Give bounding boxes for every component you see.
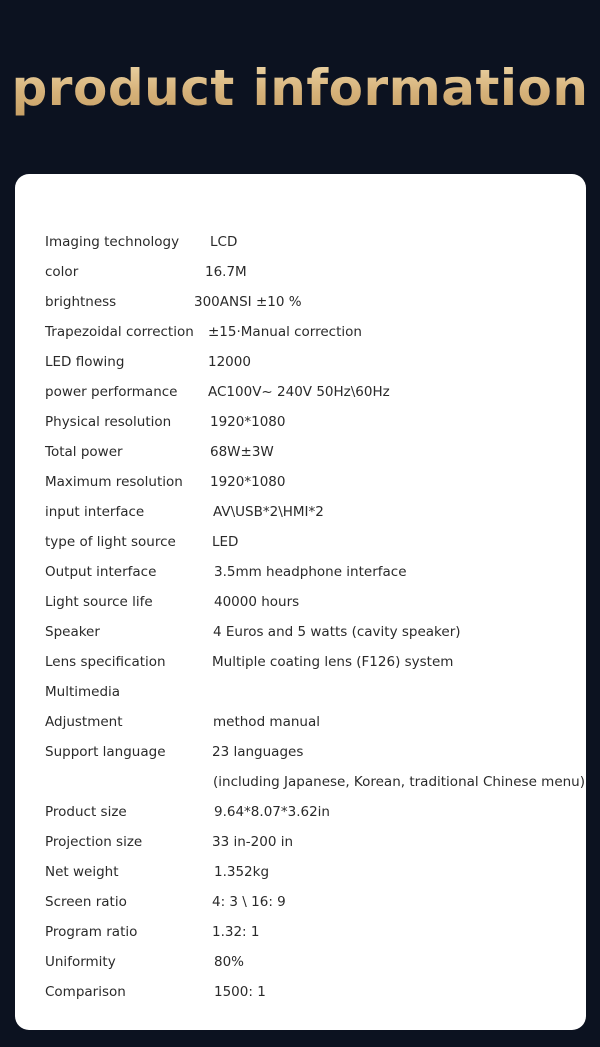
- spec-value: 40000 hours: [214, 594, 300, 610]
- spec-label: input interface: [45, 504, 145, 520]
- spec-value: 4: 3 \ 16: 9: [212, 894, 286, 910]
- spec-row-lens-specification: [15, 647, 586, 677]
- spec-value: 1.32: 1: [212, 924, 260, 940]
- spec-label: LED flowing: [45, 354, 125, 370]
- spec-value: LED: [212, 534, 239, 550]
- spec-label: Output interface: [45, 564, 157, 580]
- spec-label: Program ratio: [45, 924, 138, 940]
- spec-label: Net weight: [45, 864, 119, 880]
- spec-value: Multiple coating lens (F126) system: [212, 654, 454, 670]
- spec-row-maximum-resolution: [15, 467, 586, 497]
- spec-value: 1920*1080: [210, 474, 286, 490]
- spec-card: [15, 174, 586, 1030]
- spec-label: Uniformity: [45, 954, 116, 970]
- page-title: product information: [0, 52, 600, 124]
- spec-label: power performance: [45, 384, 178, 400]
- spec-value: 9.64*8.07*3.62in: [214, 804, 330, 820]
- spec-value: 23 languages: [212, 744, 304, 760]
- spec-label: type of light source: [45, 534, 176, 550]
- spec-row-color: [15, 257, 586, 287]
- spec-row-product-size: [15, 797, 586, 827]
- spec-label: Multimedia: [45, 684, 121, 700]
- spec-list: [15, 227, 586, 1007]
- spec-label: Speaker: [45, 624, 100, 640]
- spec-label: Comparison: [45, 984, 126, 1000]
- spec-value: 1.352kg: [214, 864, 270, 880]
- spec-row-power-performance: [15, 377, 586, 407]
- spec-label: Screen ratio: [45, 894, 127, 910]
- spec-label: Product size: [45, 804, 127, 820]
- spec-value: AC100V~ 240V 50Hz\60Hz: [208, 384, 390, 400]
- spec-value: 16.7M: [205, 264, 247, 280]
- spec-label: Adjustment: [45, 714, 123, 730]
- spec-row-projection-size: [15, 827, 586, 857]
- spec-row-screen-ratio: [15, 887, 586, 917]
- spec-value: ±15·Manual correction: [208, 324, 362, 340]
- spec-row-trapezoidal-correction: [15, 317, 586, 347]
- spec-value: method manual: [213, 714, 320, 730]
- spec-value: 33 in-200 in: [212, 834, 294, 850]
- spec-row-program-ratio: [15, 917, 586, 947]
- spec-row-physical-resolution: [15, 407, 586, 437]
- spec-label: Light source life: [45, 594, 153, 610]
- spec-value: 3.5mm headphone interface: [214, 564, 407, 580]
- spec-row-total-power: [15, 437, 586, 467]
- spec-label: Support language: [45, 744, 166, 760]
- spec-value: AV\USB*2\HMI*2: [213, 504, 324, 520]
- spec-row-imaging-technology: [15, 227, 586, 257]
- spec-row-input-interface: [15, 497, 586, 527]
- spec-value: (including Japanese, Korean, traditional Chinese menu): [213, 774, 586, 790]
- spec-label: color: [45, 264, 79, 280]
- spec-value: 4 Euros and 5 watts (cavity speaker): [213, 624, 461, 640]
- spec-row-light-source-life: [15, 587, 586, 617]
- spec-value: 68W±3W: [210, 444, 274, 460]
- spec-label: Maximum resolution: [45, 474, 183, 490]
- spec-row-multimedia: [15, 677, 586, 707]
- spec-row-support-language: [15, 737, 586, 767]
- spec-row-net-weight: [15, 857, 586, 887]
- spec-label: Total power: [45, 444, 123, 460]
- spec-label: Trapezoidal correction: [45, 324, 194, 340]
- spec-value: 300ANSI ±10 %: [194, 294, 302, 310]
- spec-row-light-source-type: [15, 527, 586, 557]
- spec-label: Lens specification: [45, 654, 166, 670]
- spec-value: 12000: [208, 354, 251, 370]
- spec-value: LCD: [210, 234, 238, 250]
- spec-value: 80%: [214, 954, 245, 970]
- spec-row-uniformity: [15, 947, 586, 977]
- spec-row-brightness: [15, 287, 586, 317]
- spec-label: brightness: [45, 294, 117, 310]
- spec-value: 1500: 1: [214, 984, 266, 1000]
- spec-row-led-flowing: [15, 347, 586, 377]
- spec-row-comparison: [15, 977, 586, 1007]
- spec-label: Imaging technology: [45, 234, 180, 250]
- spec-label: Projection size: [45, 834, 143, 850]
- spec-row-adjustment: [15, 707, 586, 737]
- spec-row-support-language-detail: [15, 767, 586, 797]
- spec-value: 1920*1080: [210, 414, 286, 430]
- spec-label: Physical resolution: [45, 414, 172, 430]
- spec-row-output-interface: [15, 557, 586, 587]
- spec-row-speaker: [15, 617, 586, 647]
